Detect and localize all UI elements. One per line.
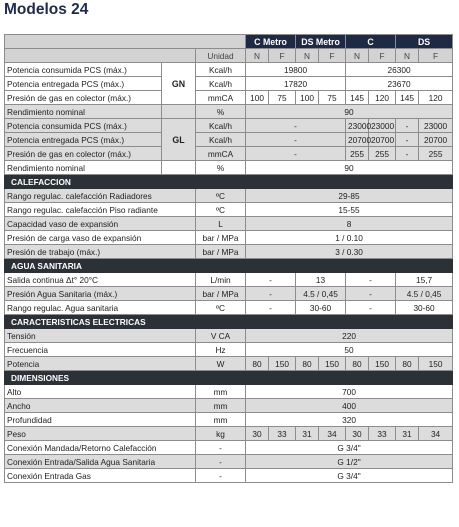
cell-value: G 1/2"	[246, 455, 453, 469]
cell-value: 20700	[346, 133, 369, 147]
cell-value: 220	[246, 329, 453, 343]
row-label: Profundidad	[5, 413, 196, 427]
gas-type-gn: GN	[162, 63, 196, 105]
model-c-metro: C Metro	[246, 35, 296, 49]
row-unit: mm	[196, 385, 246, 399]
gas-blank	[162, 161, 196, 175]
row-label: Conexión Mandada/Retorno Calefacción	[5, 441, 196, 455]
row-unit: Hz	[196, 343, 246, 357]
header-blank-2	[5, 49, 196, 63]
unit-header: Unidad	[196, 49, 246, 63]
cell-value: -	[396, 119, 419, 133]
table-row	[5, 469, 453, 483]
cell-value: 23000	[369, 119, 396, 133]
cell-value: 15-55	[246, 203, 453, 217]
cell-value: 75	[319, 91, 346, 105]
cell-value: 75	[269, 91, 296, 105]
cell-value: 80	[396, 357, 419, 371]
cell-value: 20700	[419, 133, 453, 147]
table-row	[5, 287, 453, 301]
row-unit: bar / MPa	[196, 245, 246, 259]
table-row	[5, 119, 453, 133]
table-row	[5, 427, 453, 441]
row-label: Rango regulac. Agua sanitaria	[5, 301, 196, 315]
cell-value: -	[246, 147, 346, 161]
row-label: Alto	[5, 385, 196, 399]
row-unit: V CA	[196, 329, 246, 343]
cell-value: 90	[246, 161, 453, 175]
row-unit: -	[196, 469, 246, 483]
row-label: Conexión Entrada/Salida Agua Sanitaria	[5, 455, 196, 469]
cell-value: 100	[246, 91, 269, 105]
cell-value: 90	[246, 105, 453, 119]
row-label: Capacidad vaso de expansión	[5, 217, 196, 231]
cell-value: 100	[296, 91, 319, 105]
row-unit: mm	[196, 413, 246, 427]
model-ds-metro: DS Metro	[296, 35, 346, 49]
table-row	[5, 161, 453, 175]
sub-header: F	[419, 49, 453, 63]
table-row	[5, 217, 453, 231]
cell-value: -	[246, 287, 296, 301]
cell-value: 29-85	[246, 189, 453, 203]
row-unit: mm	[196, 399, 246, 413]
row-unit: Kcal/h	[196, 119, 246, 133]
gas-type-gl: GL	[162, 119, 196, 161]
sub-header: F	[369, 49, 396, 63]
sub-header: N	[296, 49, 319, 63]
row-label: Presión de gas en colector (máx.)	[5, 91, 162, 105]
cell-value: 150	[269, 357, 296, 371]
sub-header: F	[269, 49, 296, 63]
row-unit: %	[196, 105, 246, 119]
table-row	[5, 343, 453, 357]
cell-value: 145	[396, 91, 419, 105]
cell-value: -	[246, 301, 296, 315]
section-header-agua-sanitaria	[5, 259, 453, 273]
row-unit: ºC	[196, 301, 246, 315]
row-label: Conexión Entrada Gas	[5, 469, 196, 483]
cell-value: 80	[346, 357, 369, 371]
cell-value: 120	[369, 91, 396, 105]
row-label: Frecuencia	[5, 343, 196, 357]
row-label: Potencia	[5, 357, 196, 371]
row-label: Tensión	[5, 329, 196, 343]
cell-value: 34	[419, 427, 453, 441]
section-header-calefaccion	[5, 175, 453, 189]
cell-value: 4.5 / 0,45	[296, 287, 346, 301]
table-row	[5, 413, 453, 427]
table-row	[5, 63, 453, 77]
cell-value: 31	[396, 427, 419, 441]
table-row	[5, 455, 453, 469]
cell-value: 80	[296, 357, 319, 371]
sub-header: F	[319, 49, 346, 63]
section-header-electricas	[5, 315, 453, 329]
cell-value: 23670	[346, 77, 453, 91]
model-ds: DS	[396, 35, 453, 49]
table-row	[5, 301, 453, 315]
row-label: Presión de trabajo (máx.)	[5, 245, 196, 259]
cell-value: 4.5 / 0,45	[396, 287, 453, 301]
table-row	[5, 273, 453, 287]
row-unit: ºC	[196, 203, 246, 217]
row-label: Ancho	[5, 399, 196, 413]
cell-value: 34	[319, 427, 346, 441]
row-label: Peso	[5, 427, 196, 441]
cell-value: 150	[419, 357, 453, 371]
row-unit: bar / MPa	[196, 287, 246, 301]
cell-value: 15,7	[396, 273, 453, 287]
table-row	[5, 203, 453, 217]
table-row	[5, 357, 453, 371]
cell-value: 19800	[246, 63, 346, 77]
cell-value: 30-60	[296, 301, 346, 315]
section-title: CARACTERISTICAS ELECTRICAS	[5, 315, 453, 329]
spec-table	[4, 34, 453, 483]
cell-value: -	[346, 287, 396, 301]
cell-value: 700	[246, 385, 453, 399]
row-unit: kg	[196, 427, 246, 441]
cell-value: 33	[269, 427, 296, 441]
table-row	[5, 231, 453, 245]
gas-blank	[162, 105, 196, 119]
table-row	[5, 189, 453, 203]
row-unit: ºC	[196, 189, 246, 203]
row-label: Potencia consumida PCS (máx.)	[5, 63, 162, 77]
row-unit: mmCA	[196, 147, 246, 161]
cell-value: 31	[296, 427, 319, 441]
cell-value: 255	[369, 147, 396, 161]
cell-value: 80	[246, 357, 269, 371]
row-label: Potencia entregada PCS (máx.)	[5, 77, 162, 91]
sub-header: N	[246, 49, 269, 63]
cell-value: 400	[246, 399, 453, 413]
cell-value: 145	[346, 91, 369, 105]
page-title: Modelos 24	[4, 1, 89, 18]
cell-value: -	[346, 301, 396, 315]
cell-value: 120	[419, 91, 453, 105]
cell-value: 150	[369, 357, 396, 371]
table-row	[5, 105, 453, 119]
table-row	[5, 441, 453, 455]
cell-value: 8	[246, 217, 453, 231]
row-label: Rango regulac. calefacción Piso radiante	[5, 203, 196, 217]
row-label: Presión Agua Sanitaria (máx.)	[5, 287, 196, 301]
model-c: C	[346, 35, 396, 49]
row-unit: L/min	[196, 273, 246, 287]
table-row	[5, 77, 453, 91]
row-label: Presión de carga vaso de expansión	[5, 231, 196, 245]
cell-value: -	[396, 133, 419, 147]
cell-value: -	[396, 147, 419, 161]
row-label: Potencia entregada PCS (máx.)	[5, 133, 162, 147]
row-label: Rendimiento nominal	[5, 105, 162, 119]
row-unit: W	[196, 357, 246, 371]
row-unit: Kcal/h	[196, 133, 246, 147]
table-row	[5, 147, 453, 161]
table-row	[5, 385, 453, 399]
sub-header: N	[396, 49, 419, 63]
cell-value: -	[246, 133, 346, 147]
header-blank	[5, 35, 246, 49]
row-unit: bar / MPa	[196, 231, 246, 245]
row-label: Rendimiento nominal	[5, 161, 162, 175]
table-row	[5, 133, 453, 147]
cell-value: 17820	[246, 77, 346, 91]
row-label: Salida continua Δt° 20°C	[5, 273, 196, 287]
row-unit: mmCA	[196, 91, 246, 105]
cell-value: 50	[246, 343, 453, 357]
section-title: AGUA SANITARIA	[5, 259, 453, 273]
row-unit: %	[196, 161, 246, 175]
table-row	[5, 399, 453, 413]
cell-value: 3 / 0.30	[246, 245, 453, 259]
row-unit: -	[196, 441, 246, 455]
row-label: Rango regulac. calefacción Radiadores	[5, 189, 196, 203]
cell-value: 150	[319, 357, 346, 371]
row-label: Presión de gas en colector (máx.)	[5, 147, 162, 161]
cell-value: -	[246, 119, 346, 133]
cell-value: 255	[346, 147, 369, 161]
table-row	[5, 91, 453, 105]
cell-value: G 3/4"	[246, 469, 453, 483]
table-row	[5, 329, 453, 343]
row-unit: L	[196, 217, 246, 231]
cell-value: 33	[369, 427, 396, 441]
cell-value: 1 / 0.10	[246, 231, 453, 245]
cell-value: 320	[246, 413, 453, 427]
cell-value: 30	[346, 427, 369, 441]
cell-value: 20700	[369, 133, 396, 147]
sub-header: N	[346, 49, 369, 63]
cell-value: -	[346, 273, 396, 287]
cell-value: 26300	[346, 63, 453, 77]
header-row-sub	[5, 49, 453, 63]
section-title: DIMENSIONES	[5, 371, 453, 385]
section-header-dimensiones	[5, 371, 453, 385]
row-label: Potencia consumida PCS (máx.)	[5, 119, 162, 133]
row-unit: -	[196, 455, 246, 469]
cell-value: -	[246, 273, 296, 287]
header-row-models	[5, 35, 453, 49]
row-unit: Kcal/h	[196, 77, 246, 91]
cell-value: 30-60	[396, 301, 453, 315]
row-unit: Kcal/h	[196, 63, 246, 77]
cell-value: 13	[296, 273, 346, 287]
cell-value: G 3/4"	[246, 441, 453, 455]
cell-value: 23000	[346, 119, 369, 133]
section-title: CALEFACCION	[5, 175, 453, 189]
cell-value: 23000	[419, 119, 453, 133]
table-row	[5, 245, 453, 259]
cell-value: 255	[419, 147, 453, 161]
cell-value: 30	[246, 427, 269, 441]
